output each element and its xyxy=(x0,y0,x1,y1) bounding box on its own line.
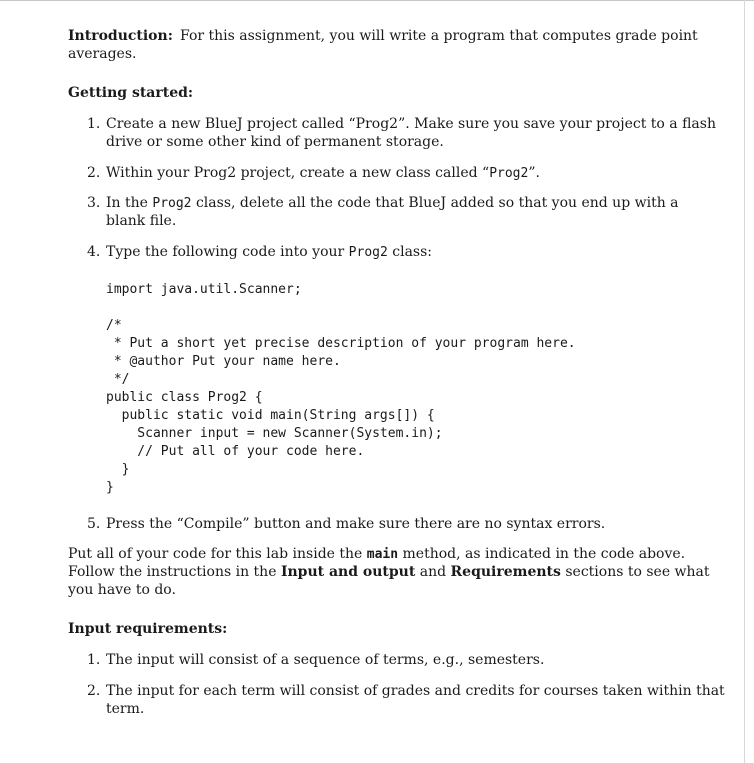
step3-number: 3. xyxy=(87,195,101,211)
step3-line1 xyxy=(106,194,679,213)
input-item2-line2: term. xyxy=(106,701,145,717)
paragraph-main-code: main xyxy=(366,547,399,562)
step1-number: 1. xyxy=(87,116,101,132)
step3-code: Prog2 xyxy=(152,196,192,211)
input-item2-number: 2. xyxy=(87,683,101,699)
step3-line2: blank file. xyxy=(106,213,177,229)
step4-code: Prog2 xyxy=(348,245,388,260)
input-item1-text: The input will consist of a sequence of terms, e.g., semesters. xyxy=(106,652,545,668)
paragraph-line3: you have to do. xyxy=(68,582,176,598)
paragraph-line2 xyxy=(68,563,710,581)
code-line-comment-close: */ xyxy=(106,372,130,387)
step1-line1: Create a new BlueJ project called “Prog2”. Make sure you save your project to a flash xyxy=(106,116,716,132)
code-line-main-decl: public static void main(String args[]) { xyxy=(106,408,435,423)
code-line-comment-open: /* xyxy=(106,318,122,333)
code-line-main-close: } xyxy=(106,462,130,477)
paragraph-line2-after: sections to see what xyxy=(560,564,710,580)
step3-text-after: class, delete all the code that BlueJ added so that you end up with a xyxy=(191,195,679,211)
code-line-put-code-comment: // Put all of your code here. xyxy=(106,444,365,459)
step2-text-after: ”. xyxy=(528,165,540,181)
paragraph-input-output-ref: Input and output xyxy=(280,564,416,580)
step2-text xyxy=(106,164,540,183)
input-item2-line1: The input for each term will consist of grades and credits for courses taken within that xyxy=(106,683,725,699)
step4-text-after: class: xyxy=(387,244,433,260)
code-line-class-decl: public class Prog2 { xyxy=(106,390,263,405)
getting-started-heading: Getting started: xyxy=(68,85,194,101)
step5-text: Press the “Compile” button and make sure there are no syntax errors. xyxy=(106,516,606,532)
step3-text-before: In the xyxy=(106,195,153,211)
paragraph-line2-mid: and xyxy=(415,564,451,580)
code-line-scanner: Scanner input = new Scanner(System.in); xyxy=(106,426,443,441)
intro-heading: Introduction: xyxy=(68,28,173,44)
paragraph-line2-before: Follow the instructions in the xyxy=(68,564,281,580)
step4-text-before: Type the following code into your xyxy=(106,244,349,260)
input-requirements-heading: Input requirements: xyxy=(68,621,228,637)
intro-text-line1: For this assignment, you will write a program that computes grade point xyxy=(180,28,698,44)
step2-code: Prog2 xyxy=(489,166,529,181)
code-line-class-close: } xyxy=(106,480,114,495)
step1-line2: drive or some other kind of permanent storage. xyxy=(106,134,444,150)
intro-text-line2: averages. xyxy=(68,46,137,62)
code-line-comment-author: * @author Put your name here. xyxy=(106,354,341,369)
input-item1-number: 1. xyxy=(87,652,101,668)
paragraph-requirements-ref: Requirements xyxy=(450,564,561,580)
paragraph-line1 xyxy=(68,545,685,564)
code-line-import: import java.util.Scanner; xyxy=(106,282,302,297)
paragraph-line1-after: method, as indicated in the code above. xyxy=(398,546,686,562)
step5-number: 5. xyxy=(87,516,101,532)
step2-text-before: Within your Prog2 project, create a new class called “ xyxy=(106,165,490,181)
step4-number: 4. xyxy=(87,244,101,260)
step2-number: 2. xyxy=(87,165,101,181)
step4-text xyxy=(106,243,432,262)
code-line-comment-description: * Put a short yet precise description of your program here. xyxy=(106,336,576,351)
paragraph-line1-before: Put all of your code for this lab inside the xyxy=(68,546,367,562)
